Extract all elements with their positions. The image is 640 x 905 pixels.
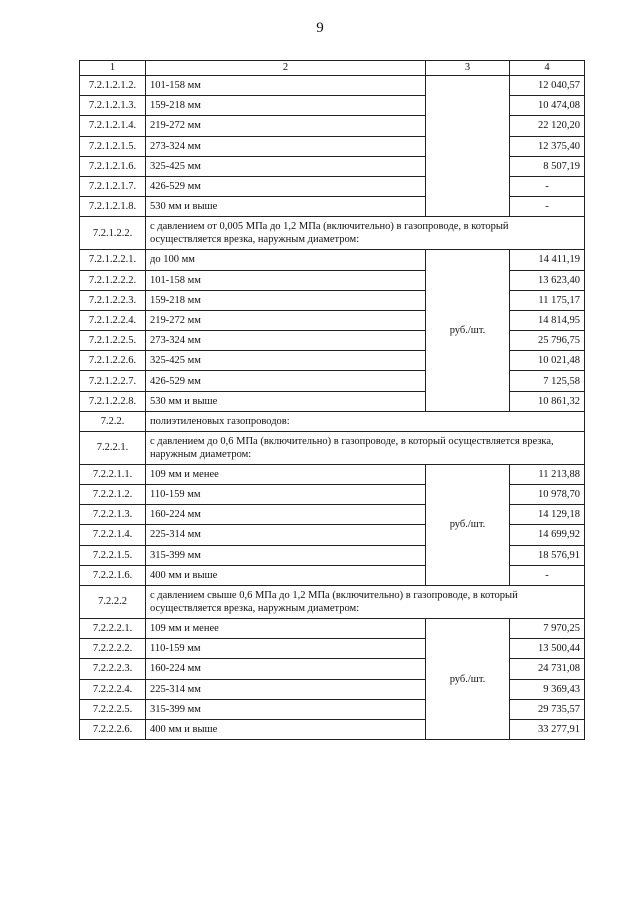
table-row: [80, 719, 585, 739]
row-name: 273-324 мм: [146, 136, 426, 156]
row-price: -: [510, 176, 585, 196]
table-row: [80, 176, 585, 196]
row-code: 7.2.1.2.2.4.: [80, 310, 146, 330]
row-code: 7.2.1.2.2.6.: [80, 351, 146, 371]
row-code: 7.2.1.2.1.4.: [80, 116, 146, 136]
row-name: 315-399 мм: [146, 545, 426, 565]
row-price: 13 500,44: [510, 639, 585, 659]
row-name: 315-399 мм: [146, 699, 426, 719]
row-code: 7.2.2.2.6.: [80, 719, 146, 739]
section-row: [80, 585, 585, 618]
table-row: [80, 545, 585, 565]
row-name: 273-324 мм: [146, 331, 426, 351]
row-code: 7.2.2.2.3.: [80, 659, 146, 679]
row-price: 29 735,57: [510, 699, 585, 719]
table-row: [80, 331, 585, 351]
row-price: 33 277,91: [510, 719, 585, 739]
row-name: 530 мм и выше: [146, 391, 426, 411]
table-row: [80, 76, 585, 96]
table-body: [80, 76, 585, 740]
row-price: 14 699,92: [510, 525, 585, 545]
row-name: 101-158 мм: [146, 76, 426, 96]
row-name: 160-224 мм: [146, 505, 426, 525]
row-name: 400 мм и выше: [146, 719, 426, 739]
row-name: 110-159 мм: [146, 485, 426, 505]
row-price: 10 978,70: [510, 485, 585, 505]
table-row: [80, 699, 585, 719]
row-price: 10 861,32: [510, 391, 585, 411]
row-name: 109 мм и менее: [146, 464, 426, 484]
row-name: 219-272 мм: [146, 310, 426, 330]
table-row: [80, 371, 585, 391]
row-name: 426-529 мм: [146, 371, 426, 391]
row-name: 400 мм и выше: [146, 565, 426, 585]
row-name: 159-218 мм: [146, 290, 426, 310]
row-name: 109 мм и менее: [146, 618, 426, 638]
table-row: [80, 618, 585, 638]
section-code: 7.2.2.2: [80, 585, 146, 618]
unit-cell: руб./шт.: [426, 250, 510, 412]
row-name: 110-159 мм: [146, 639, 426, 659]
unit-cell: руб./шт.: [426, 464, 510, 585]
row-price: -: [510, 565, 585, 585]
table-row: [80, 679, 585, 699]
page-number: 9: [316, 20, 324, 36]
table-row: [80, 197, 585, 217]
row-price: 8 507,19: [510, 156, 585, 176]
table-row: [80, 270, 585, 290]
section-title: полиэтиленовых газопроводов:: [146, 411, 585, 431]
section-title: с давлением свыше 0,6 МПа до 1,2 МПа (включительно) в газопроводе, в который осуществляется врезка, наружным диаметром:: [146, 585, 585, 618]
row-price: 22 120,20: [510, 116, 585, 136]
row-name: до 100 мм: [146, 250, 426, 270]
column-header: 4: [510, 61, 585, 76]
heading-row: [80, 411, 585, 431]
row-name: 325-425 мм: [146, 156, 426, 176]
table-row: [80, 659, 585, 679]
table-row: [80, 351, 585, 371]
row-price: 12 040,57: [510, 76, 585, 96]
row-price: 18 576,91: [510, 545, 585, 565]
column-header: 1: [80, 61, 146, 76]
row-code: 7.2.2.1.5.: [80, 545, 146, 565]
table-row: [80, 156, 585, 176]
row-code: 7.2.1.2.2.1.: [80, 250, 146, 270]
row-price: 25 796,75: [510, 331, 585, 351]
table-row: [80, 290, 585, 310]
row-code: 7.2.1.2.1.5.: [80, 136, 146, 156]
table-row: [80, 250, 585, 270]
row-price: 7 970,25: [510, 618, 585, 638]
row-code: 7.2.1.2.2.2.: [80, 270, 146, 290]
row-code: 7.2.1.2.2.7.: [80, 371, 146, 391]
row-code: 7.2.2.2.5.: [80, 699, 146, 719]
section-code: 7.2.2.1.: [80, 431, 146, 464]
section-title: с давлением до 0,6 МПа (включительно) в газопроводе, в который осуществляется врезка, наружным диаметром:: [146, 431, 585, 464]
row-code: 7.2.1.2.2.5.: [80, 331, 146, 351]
table-row: [80, 565, 585, 585]
row-name: 225-314 мм: [146, 679, 426, 699]
row-price: 7 125,58: [510, 371, 585, 391]
tariff-table: [79, 60, 585, 740]
row-price: 9 369,43: [510, 679, 585, 699]
row-name: 225-314 мм: [146, 525, 426, 545]
section-code: 7.2.1.2.2.: [80, 217, 146, 250]
row-name: 159-218 мм: [146, 96, 426, 116]
section-code: 7.2.2.: [80, 411, 146, 431]
row-price: 11 213,88: [510, 464, 585, 484]
column-header: 3: [426, 61, 510, 76]
row-price: 13 623,40: [510, 270, 585, 290]
section-row: [80, 431, 585, 464]
row-code: 7.2.2.1.1.: [80, 464, 146, 484]
row-name: 426-529 мм: [146, 176, 426, 196]
row-name: 219-272 мм: [146, 116, 426, 136]
row-code: 7.2.1.2.1.6.: [80, 156, 146, 176]
row-code: 7.2.1.2.2.3.: [80, 290, 146, 310]
table-row: [80, 639, 585, 659]
row-code: 7.2.2.2.2.: [80, 639, 146, 659]
row-code: 7.2.2.2.4.: [80, 679, 146, 699]
row-code: 7.2.2.1.3.: [80, 505, 146, 525]
section-row: [80, 217, 585, 250]
row-code: 7.2.1.2.1.3.: [80, 96, 146, 116]
table-row: [80, 96, 585, 116]
table-row: [80, 525, 585, 545]
unit-cell: руб./шт.: [426, 618, 510, 739]
row-code: 7.2.2.1.4.: [80, 525, 146, 545]
row-price: 14 814,95: [510, 310, 585, 330]
row-code: 7.2.1.2.2.8.: [80, 391, 146, 411]
row-name: 530 мм и выше: [146, 197, 426, 217]
row-price: 14 129,18: [510, 505, 585, 525]
table-row: [80, 116, 585, 136]
row-price: 24 731,08: [510, 659, 585, 679]
row-name: 160-224 мм: [146, 659, 426, 679]
column-header: 2: [146, 61, 426, 76]
table-row: [80, 485, 585, 505]
table-row: [80, 310, 585, 330]
row-name: 101-158 мм: [146, 270, 426, 290]
section-title: с давлением от 0,005 МПа до 1,2 МПа (включительно) в газопроводе, в который осуществляется врезка, наружным диаметром:: [146, 217, 585, 250]
table-row: [80, 391, 585, 411]
table-row: [80, 136, 585, 156]
row-price: 14 411,19: [510, 250, 585, 270]
row-code: 7.2.1.2.1.2.: [80, 76, 146, 96]
row-price: -: [510, 197, 585, 217]
row-code: 7.2.2.1.6.: [80, 565, 146, 585]
row-price: 11 175,17: [510, 290, 585, 310]
row-price: 10 021,48: [510, 351, 585, 371]
table-row: [80, 505, 585, 525]
row-price: 10 474,08: [510, 96, 585, 116]
row-code: 7.2.2.2.1.: [80, 618, 146, 638]
unit-cell: [426, 76, 510, 217]
row-code: 7.2.2.1.2.: [80, 485, 146, 505]
row-code: 7.2.1.2.1.7.: [80, 176, 146, 196]
row-price: 12 375,40: [510, 136, 585, 156]
table-row: [80, 464, 585, 484]
row-code: 7.2.1.2.1.8.: [80, 197, 146, 217]
row-name: 325-425 мм: [146, 351, 426, 371]
table-header-row: [80, 61, 585, 76]
